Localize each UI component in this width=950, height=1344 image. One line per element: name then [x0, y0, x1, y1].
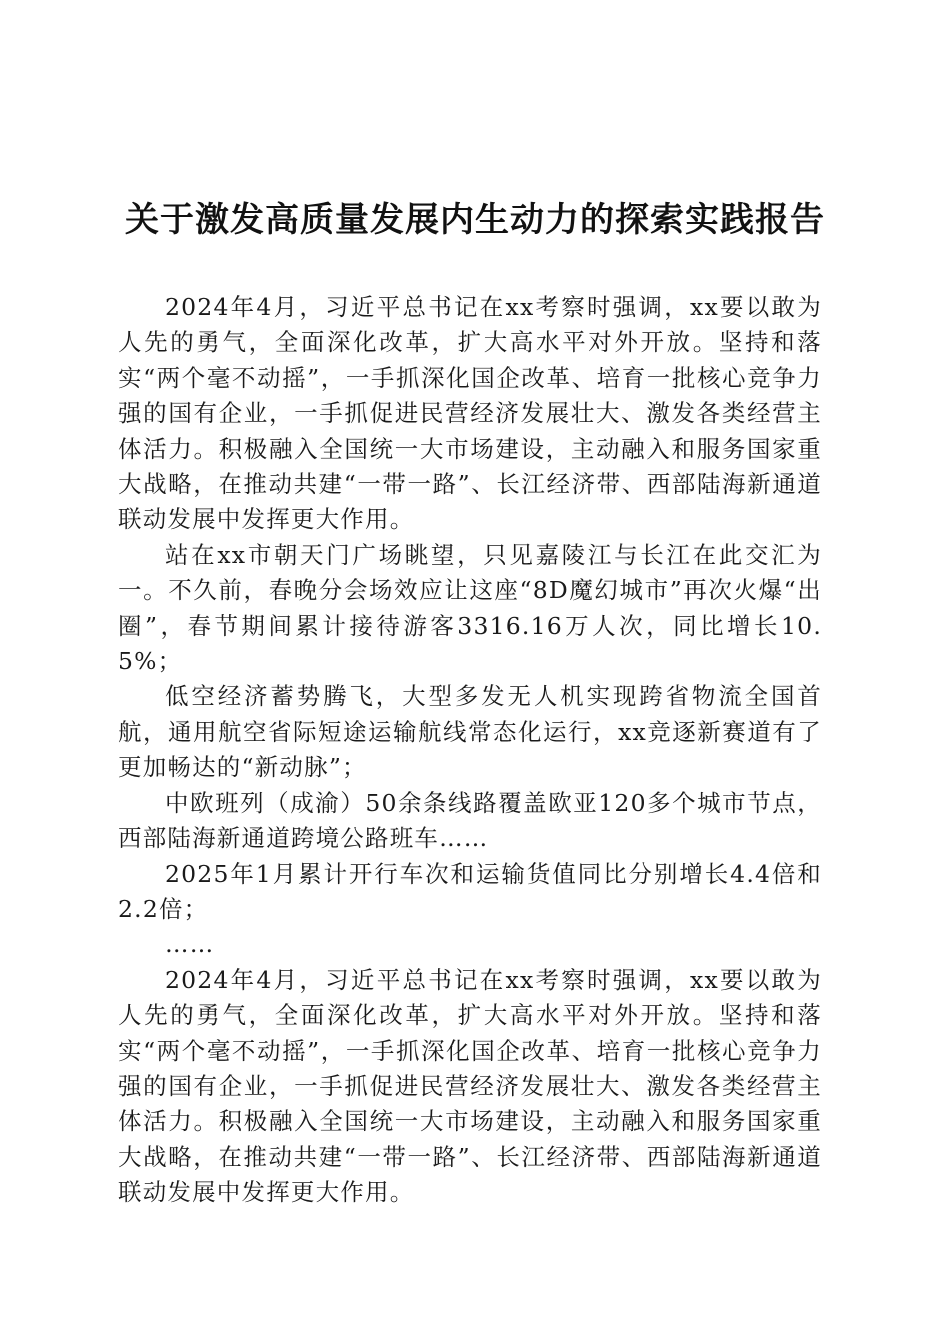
body-paragraph: 2024年4月，习近平总书记在xx考察时强调，xx要以敢为人先的勇气，全面深化改革，扩大高水平对外开放。坚持和落实“两个毫不动摇”，一手抓深化国企改革、培育一批核心竞争力强的国有企业，一手抓促进民营经济发展壮大、激发各类经营主体活力。积极融入全国统一大市场建设，主动融入和服务国家重大战略，在推动共建“一带一路”、长江经济带、西部陆海新通道联动发展中发挥更大作用。 [118, 965, 822, 1207]
body-paragraph: 2025年1月累计开行车次和运输货值同比分别增长4.4倍和2.2倍； [118, 859, 822, 923]
body-paragraph: 低空经济蓄势腾飞，大型多发无人机实现跨省物流全国首航，通用航空省际短途运输航线常态化运行，xx竞逐新赛道有了更加畅达的“新动脉”； [118, 682, 822, 782]
document-title: 关于激发高质量发展内生动力的探索实践报告 [125, 200, 825, 240]
document-body [118, 290, 822, 1211]
body-paragraph: 站在xx市朝天门广场眺望，只见嘉陵江与长江在此交汇为一。不久前，春晚分会场效应让这座“8D魔幻城市”再次火爆“出圈”，春节期间累计接待游客3316.16万人次，同比增长10.5%； [118, 540, 822, 676]
body-paragraph: 中欧班列（成渝）50余条线路覆盖欧亚120多个城市节点，西部陆海新通道跨境公路班车…… [118, 788, 822, 853]
body-paragraph: 2024年4月，习近平总书记在xx考察时强调，xx要以敢为人先的勇气，全面深化改革，扩大高水平对外开放。坚持和落实“两个毫不动摇”，一手抓深化国企改革、培育一批核心竞争力强的国有企业，一手抓促进民营经济发展壮大、激发各类经营主体活力。积极融入全国统一大市场建设，主动融入和服务国家重大战略，在推动共建“一带一路”、长江经济带、西部陆海新通道联动发展中发挥更大作用。 [118, 293, 822, 534]
body-paragraph: …… [165, 930, 215, 959]
